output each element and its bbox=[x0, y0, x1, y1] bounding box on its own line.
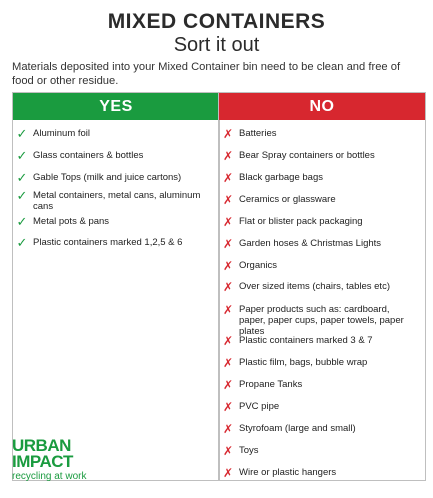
no-item-label: Bear Spray containers or bottles bbox=[239, 150, 375, 161]
yes-header: YES bbox=[13, 93, 219, 120]
no-item bbox=[219, 379, 425, 391]
cross-icon: ✗ bbox=[222, 422, 234, 436]
cross-icon: ✗ bbox=[222, 215, 234, 229]
no-item bbox=[219, 467, 425, 479]
check-icon: ✓ bbox=[16, 188, 28, 203]
no-item-label: Plastic film, bags, bubble wrap bbox=[239, 357, 368, 368]
page-title: MIXED CONTAINERS bbox=[107, 10, 326, 33]
no-item bbox=[219, 150, 425, 162]
no-item-label: Paper products such as: cardboard, paper, paper cups, paper towels, paper plates bbox=[239, 304, 404, 337]
yes-column bbox=[12, 92, 220, 481]
yes-item bbox=[13, 216, 219, 228]
no-item bbox=[219, 194, 425, 206]
no-item-label: Toys bbox=[239, 445, 259, 456]
no-item-label: Batteries bbox=[239, 128, 277, 139]
logo-line-1: URBAN bbox=[12, 436, 71, 455]
no-item-label: Ceramics or glassware bbox=[239, 194, 336, 205]
no-item-label: Over sized items (chairs, tables etc) bbox=[239, 281, 390, 292]
no-item-label: Wire or plastic hangers bbox=[239, 467, 337, 478]
yes-item-label: Glass containers & bottles bbox=[33, 150, 144, 161]
cross-icon: ✗ bbox=[222, 171, 234, 185]
cross-icon: ✗ bbox=[222, 303, 234, 317]
no-item bbox=[219, 128, 425, 140]
yes-item bbox=[13, 190, 219, 212]
no-item bbox=[219, 260, 425, 272]
yes-item bbox=[13, 172, 219, 184]
no-item bbox=[219, 172, 425, 184]
yes-item bbox=[13, 237, 219, 249]
cross-icon: ✗ bbox=[222, 193, 234, 207]
yes-item bbox=[13, 128, 219, 140]
no-item-label: PVC pipe bbox=[239, 401, 280, 412]
intro-text: Materials deposited into your Mixed Container bin need to be clean and free of food or other residue. bbox=[12, 61, 401, 87]
no-item bbox=[219, 445, 425, 457]
cross-icon: ✗ bbox=[222, 334, 234, 348]
no-item bbox=[219, 281, 425, 293]
no-item-label: Organics bbox=[239, 260, 278, 271]
no-item bbox=[219, 401, 425, 413]
cross-icon: ✗ bbox=[222, 356, 234, 370]
yes-item-label: Metal containers, metal cans, aluminum cans bbox=[33, 190, 201, 212]
urban-impact-logo bbox=[12, 438, 112, 483]
cross-icon: ✗ bbox=[222, 237, 234, 251]
cross-icon: ✗ bbox=[222, 280, 234, 294]
yes-item bbox=[13, 150, 219, 162]
check-icon: ✓ bbox=[16, 170, 28, 185]
sorting-table bbox=[12, 92, 425, 480]
page-subtitle: Sort it out bbox=[173, 34, 260, 56]
cross-icon: ✗ bbox=[222, 259, 234, 273]
no-item bbox=[219, 423, 425, 435]
no-item bbox=[219, 304, 425, 337]
no-item bbox=[219, 216, 425, 228]
logo-line-2: IMPACT bbox=[12, 452, 73, 471]
no-item-label: Styrofoam (large and small) bbox=[239, 423, 356, 434]
check-icon: ✓ bbox=[16, 214, 28, 229]
check-icon: ✓ bbox=[16, 126, 28, 141]
no-item bbox=[219, 357, 425, 369]
logo-tagline: recycling at work bbox=[12, 471, 87, 482]
yes-item-label: Plastic containers marked 1,2,5 & 6 bbox=[33, 237, 183, 248]
yes-item-label: Aluminum foil bbox=[33, 128, 91, 139]
no-item-label: Black garbage bags bbox=[239, 172, 323, 183]
cross-icon: ✗ bbox=[222, 400, 234, 414]
no-item-label: Plastic containers marked 3 & 7 bbox=[239, 335, 373, 346]
no-column bbox=[218, 92, 426, 481]
cross-icon: ✗ bbox=[222, 378, 234, 392]
no-item-label: Garden hoses & Christmas Lights bbox=[239, 238, 382, 249]
cross-icon: ✗ bbox=[222, 444, 234, 458]
no-header: NO bbox=[219, 93, 425, 120]
cross-icon: ✗ bbox=[222, 466, 234, 480]
no-item-label: Flat or blister pack packaging bbox=[239, 216, 363, 227]
no-item-label: Propane Tanks bbox=[239, 379, 303, 390]
no-item bbox=[219, 238, 425, 250]
yes-item-label: Gable Tops (milk and juice cartons) bbox=[33, 172, 182, 183]
cross-icon: ✗ bbox=[222, 127, 234, 141]
check-icon: ✓ bbox=[16, 235, 28, 250]
no-item bbox=[219, 335, 425, 347]
check-icon: ✓ bbox=[16, 148, 28, 163]
yes-item-label: Metal pots & pans bbox=[33, 216, 110, 227]
cross-icon: ✗ bbox=[222, 149, 234, 163]
